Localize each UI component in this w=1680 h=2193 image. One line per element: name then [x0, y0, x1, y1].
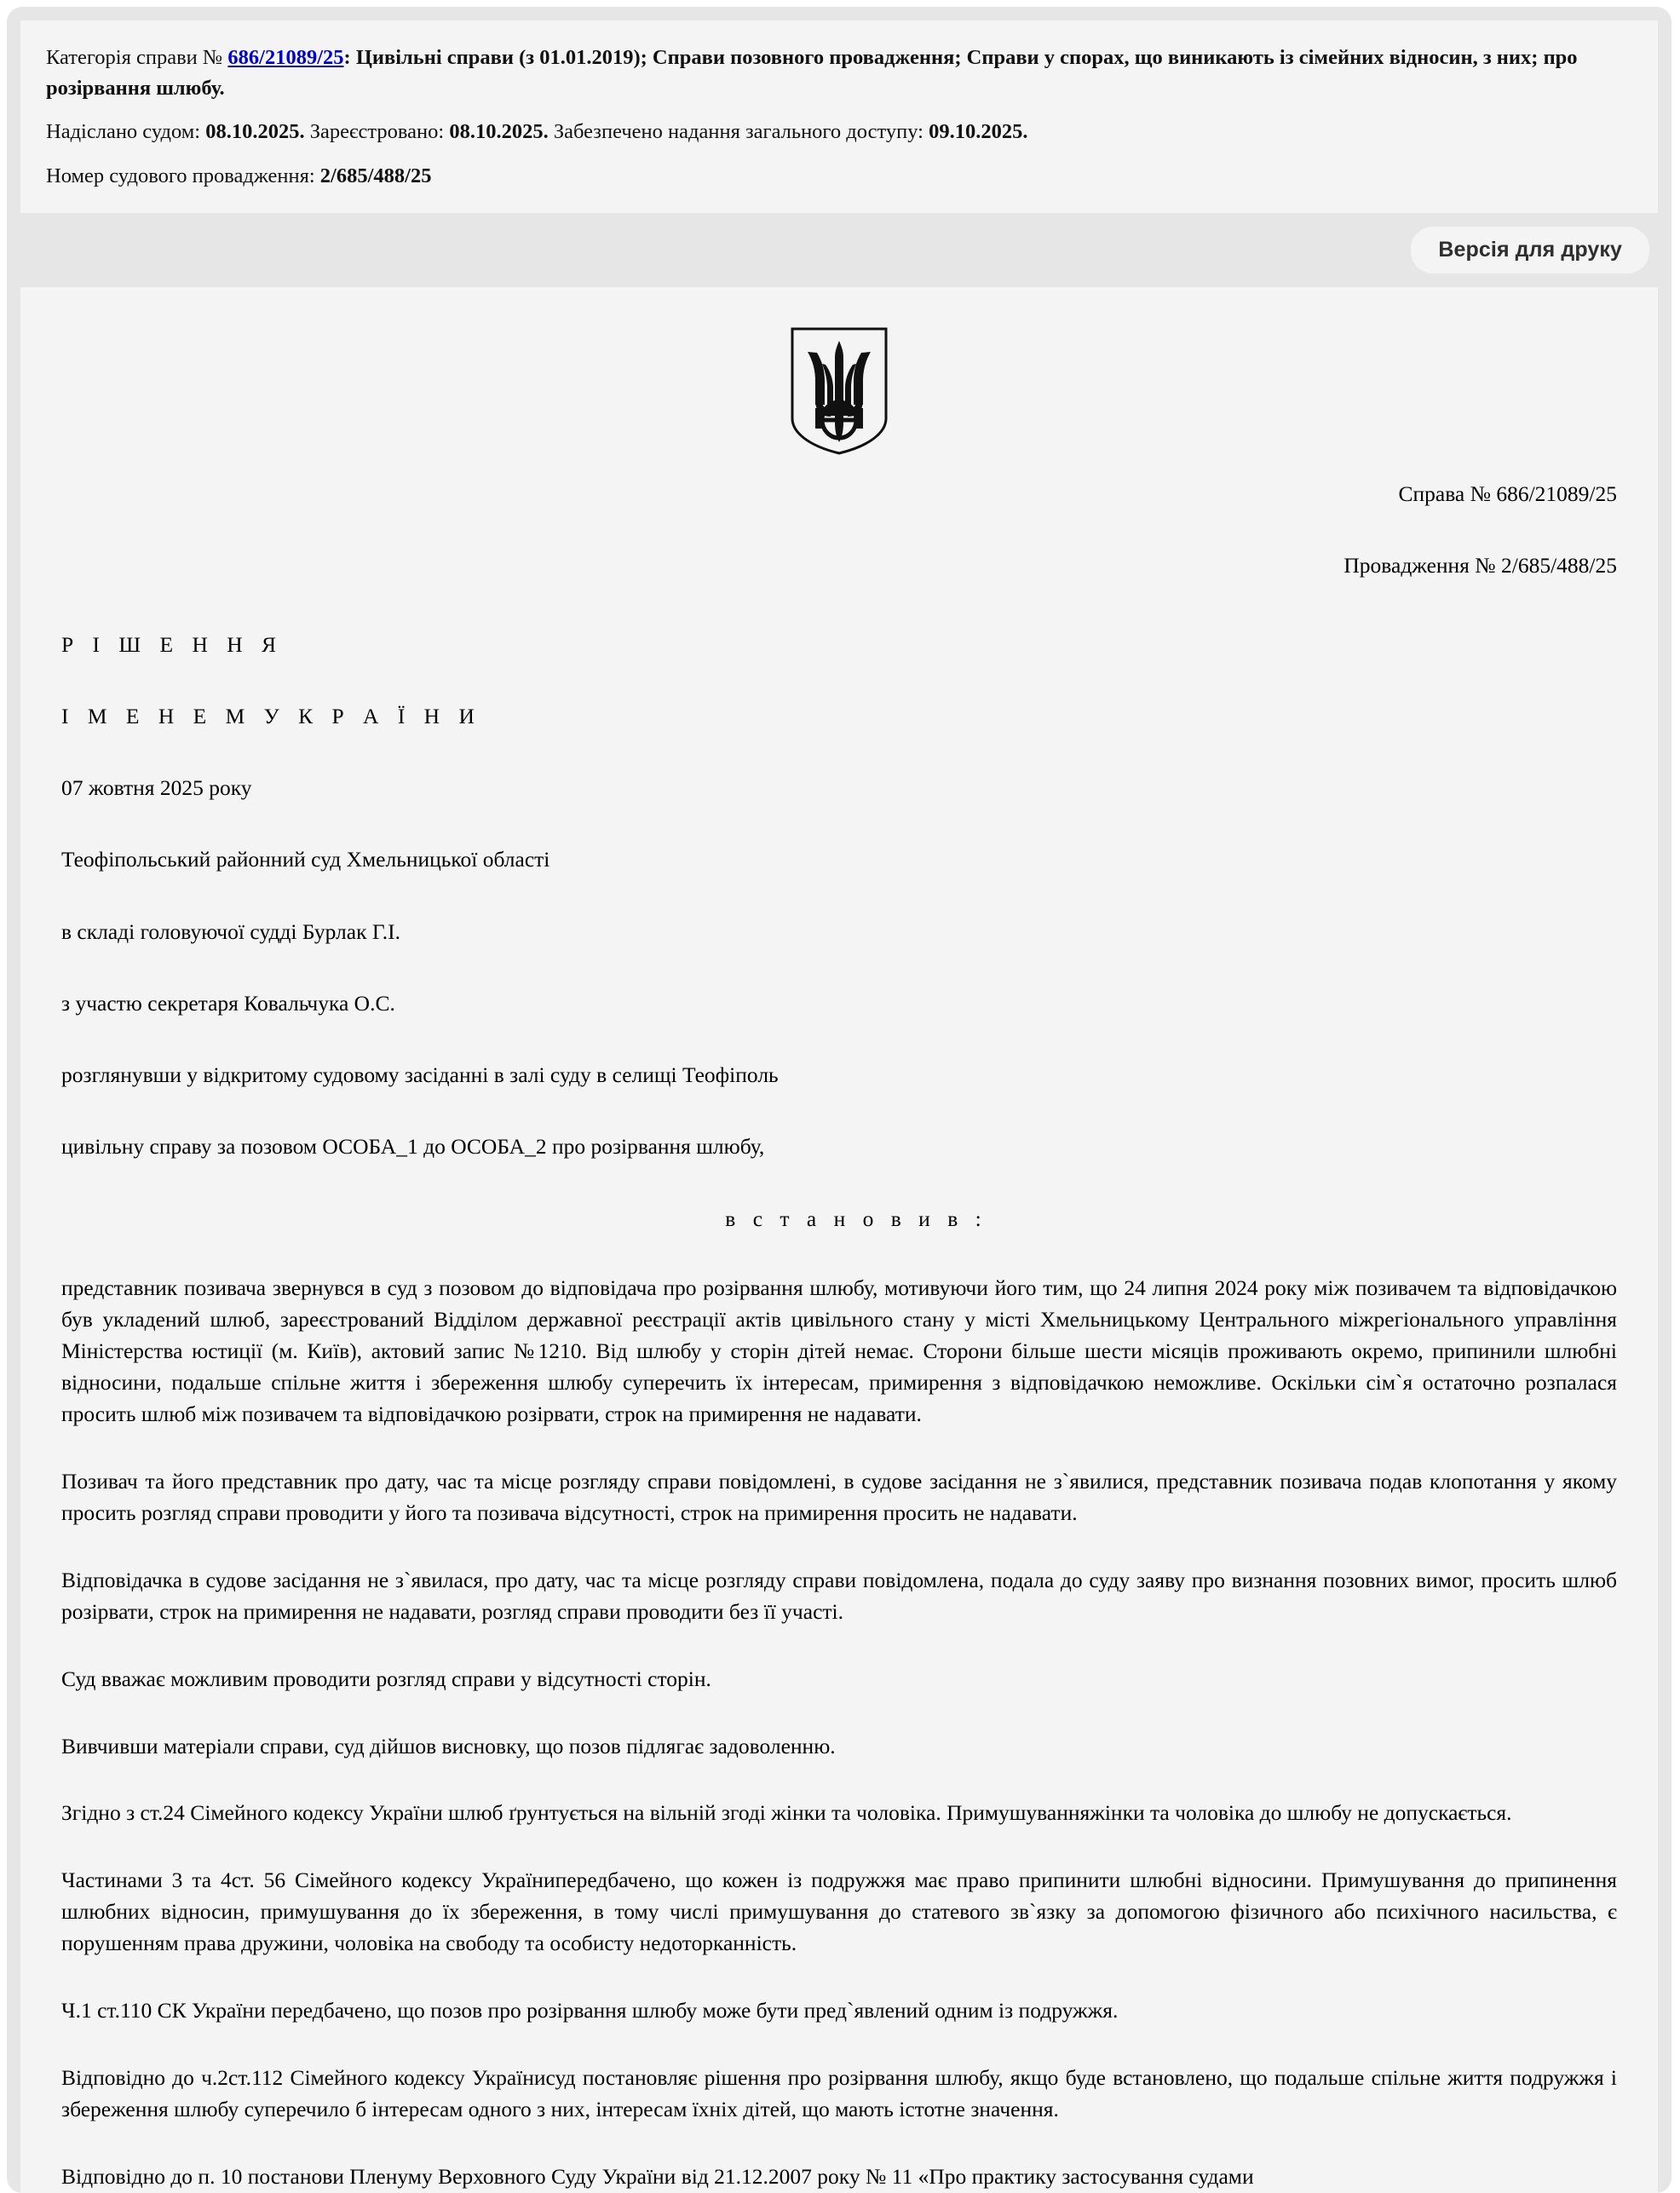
registered-date: 08.10.2025.: [449, 120, 549, 144]
document-title-in-name-of-ukraine: І М Е Н Е М У К Р А Ї Н И: [61, 703, 481, 728]
court-name: Теофіпольський районний суд Хмельницької області: [61, 847, 550, 872]
case-dates-line: [46, 117, 1636, 147]
print-version-button[interactable]: Версія для друку: [1411, 227, 1649, 273]
body-paragraph: Відповідачка в судове засідання не з`явилася, про дату, час та місце розгляду справи повідомлена, подала до суду заяву про визнання позовних вимог, просить шлюб розірвати, строк на примирення не надавати, розгляд справи проводити без її участі.: [61, 1567, 1617, 1624]
document-title-decision: Р І Ш Е Н Н Я: [61, 631, 284, 657]
body-paragraph: Згідно з ст.24 Сімейного кодексу України шлюб ґрунтується на вільній згоді жінки та чоловіка. Примушуванняжінки та чоловіка до шлюбу не допускається.: [61, 1800, 1512, 1826]
body-paragraph: Відповідно до ч.2ст.112 Сімейного кодексу Українисуд постановляє рішення про розірвання шлюбу, якщо буде встановлено, що подальше спільне життя подружжя і збереження шлюбу суперечило б інтересам одного з них, інтересам їхніх дітей, що мають істотне значення.: [61, 2065, 1617, 2122]
body-paragraph: Ч.1 ст.110 СК України передбачено, що позов про розірвання шлюбу може бути пред`явлений одним із подружжя.: [61, 1998, 1119, 2023]
proceeding-reference-number: Провадження № 2/685/488/25: [1343, 553, 1617, 578]
body-paragraph: Позивач та його представник про дату, час та місце розгляду справи повідомлені, в судове засідання не з`явилися, представник позивача подав клопотання у якому просить розгляд справи проводити у його та позивача відсутності, строк на примирення просить не надавати.: [61, 1468, 1617, 1525]
public-access-date: 09.10.2025.: [929, 120, 1028, 144]
case-category-text: : Цивільні справи (з 01.01.2019); Справи позовного провадження; Справи у спорах, що виникають із сімейних відносин, з них; про розірвання шлюбу.: [46, 46, 1578, 100]
case-header-card: [20, 20, 1658, 213]
toolbar: [20, 213, 1658, 287]
court-secretary: з участю секретаря Ковальчука О.С.: [61, 990, 395, 1016]
case-subject: цивільну справу за позовом ОСОБА_1 до ОСОБА_2 про розірвання шлюбу,: [61, 1134, 765, 1160]
proceeding-number: 2/685/488/25: [319, 164, 432, 187]
sent-date: 08.10.2025.: [205, 120, 305, 144]
proceeding-label: Номер судового провадження:: [46, 164, 320, 187]
body-paragraph: Частинами 3 та 4ст. 56 Сімейного кодексу Українипередбачено, що кожен із подружжя має право припинити шлюбні відносини. Примушування до припинення шлюбних відносин, примушування до їх збереження, в тому числі примушування до статевого зв`язку за допомогою фізичного або психічного насильства, є порушенням права дружини, чоловіка на свободу та особисту недоторканність.: [61, 1868, 1617, 1956]
public-access-label: Забезпечено надання загального доступу:: [548, 120, 929, 144]
court-decision-document: [20, 287, 1658, 2193]
body-paragraph: представник позивача звернувся в суд з позовом до відповідача про розірвання шлюбу, мотивуючи його тим, що 24 липня 2024 року між позивачем та відповідачкою був укладений шлюб, зареєстрований Відділом державної реєстрації актів цивільного стану у місті Хмельницькому Центрального міжрегіонального управління Міністерства юстиції (м. Київ), актовий запис №1210. Від шлюбу у сторін дітей немає. Сторони більше шести місяців проживають окремо, припинили шлюбні відносини, подальше спільне життя і збереження шлюбу суперечить їх інтересам, примирення з відповідачкою неможливе. Оскільки сім`я остаточно розпалася просить шлюб між позивачем та відповідачкою розірвати, строк на примирення не надавати.: [61, 1275, 1617, 1426]
ukraine-coat-of-arms-icon: [789, 326, 889, 456]
body-paragraph: Вивчивши матеріали справи, суд дійшов висновку, що позов підлягає задоволенню.: [61, 1733, 836, 1758]
body-paragraph: Відповідно до п. 10 постанови Пленуму Верховного Суду України від 21.12.2007 року № 11 «Про практику застосування судами: [61, 2164, 1254, 2190]
decision-date: 07 жовтня 2025 року: [61, 775, 252, 801]
registered-label: Зареєстровано:: [304, 120, 450, 144]
sent-label: Надіслано судом:: [46, 120, 206, 144]
emblem-container: [61, 318, 1617, 478]
case-reference-number: Справа № 686/21089/25: [1398, 481, 1617, 507]
proceeding-number-line: [46, 161, 1636, 192]
body-paragraph: Суд вважає можливим проводити розгляд справи у відсутності сторін.: [61, 1666, 711, 1691]
case-category-prefix: Категорія справи №: [46, 46, 228, 69]
case-category-line: [46, 43, 1636, 103]
outer-shell: [7, 7, 1671, 2193]
presiding-judge: в складі головуючої судді Бурлак Г.І.: [61, 918, 400, 944]
established-heading: в с т а н о в и в :: [725, 1206, 987, 1231]
hearing-description: розглянувши у відкритому судовому засіданні в залі суду в селищі Теофіполь: [61, 1062, 779, 1088]
case-number-link[interactable]: 686/21089/25: [227, 46, 344, 69]
